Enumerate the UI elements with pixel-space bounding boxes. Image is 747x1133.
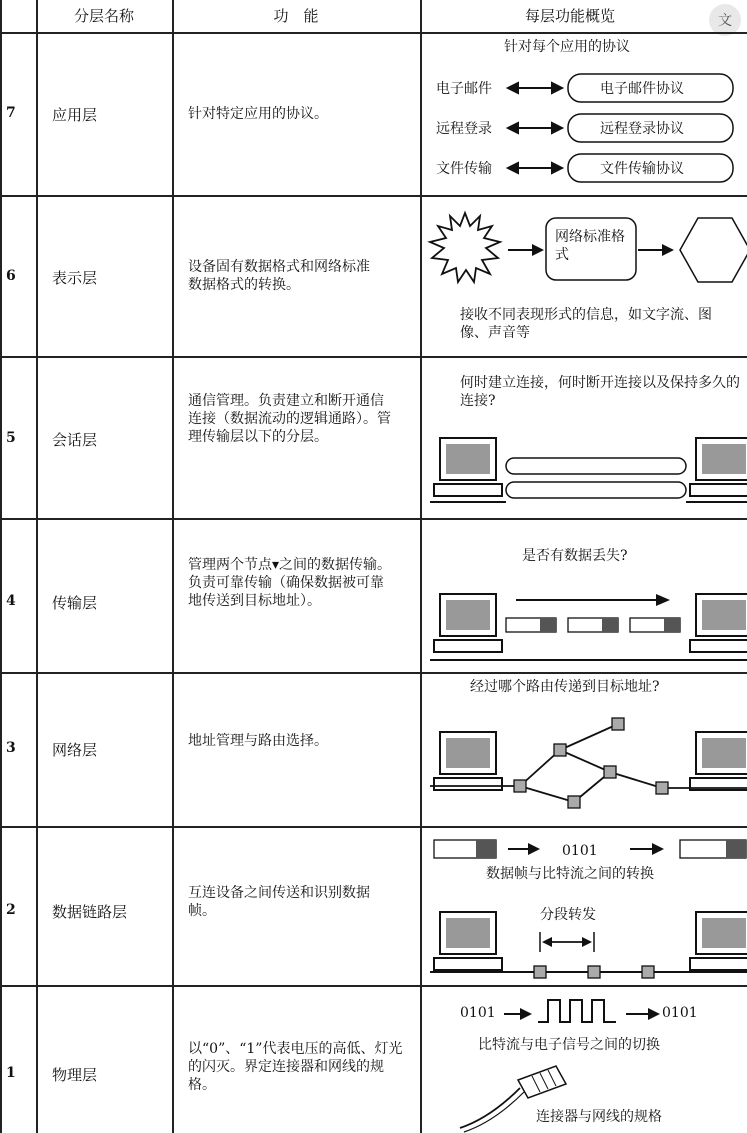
overview-caption-2: 连接器与网线的规格 xyxy=(536,1109,662,1125)
layer-name: 数据链路层 xyxy=(52,903,128,921)
protocol-label: 文件传输协议 xyxy=(600,161,684,177)
header-name: 分层名称 xyxy=(73,6,134,25)
app-label: 电子邮件 xyxy=(436,81,492,97)
layer-name: 物理层 xyxy=(52,1066,98,1084)
layer-name: 传输层 xyxy=(52,594,98,612)
row-divider xyxy=(0,32,747,34)
layer-number: 4 xyxy=(6,593,16,609)
routing-diagram xyxy=(420,710,747,826)
row-divider xyxy=(0,518,747,520)
layer-number: 7 xyxy=(6,105,16,121)
row-divider xyxy=(0,356,747,358)
signal-diagram xyxy=(420,992,747,1032)
app-label: 文件传输 xyxy=(436,161,492,177)
layer-number: 1 xyxy=(6,1065,16,1081)
protocol-label: 电子邮件协议 xyxy=(600,81,684,97)
layer-name: 网络层 xyxy=(52,741,98,759)
layer-name: 会话层 xyxy=(52,431,98,449)
layer-function: 地址管理与路由选择。 xyxy=(188,733,328,749)
col-divider xyxy=(172,0,174,1133)
switching-diagram xyxy=(420,900,747,985)
layer-function: 以“0”、“1”代表电压的高低、灯光的闪灭。界定连接器和网线的规格。 xyxy=(188,1041,403,1093)
computer-icon xyxy=(430,438,506,502)
col-divider xyxy=(36,0,38,1133)
app-label: 远程登录 xyxy=(436,121,492,137)
layer-number: 5 xyxy=(6,430,16,446)
bits-label: 0101 xyxy=(562,843,598,859)
overview-caption: 接收不同表现形式的信息，如文字流、图像、声音等 xyxy=(460,307,712,341)
row-divider xyxy=(0,985,747,987)
layer-name: 表示层 xyxy=(52,269,98,287)
overview-caption: 经过哪个路由传递到目标地址? xyxy=(470,679,660,695)
layer-function: 通信管理。负责建立和断开通信连接（数据流动的逻辑通路）。管理传输层以下的分层。 xyxy=(188,393,391,445)
session-diagram xyxy=(420,420,747,518)
bits-label: 0101 xyxy=(460,1005,496,1021)
layer-number: 2 xyxy=(6,902,16,918)
bits-label: 0101 xyxy=(662,1005,698,1021)
row-divider xyxy=(0,195,747,197)
protocol-diagram xyxy=(420,60,747,195)
overview-caption: 何时建立连接，何时断开连接以及保持多久的连接? xyxy=(460,375,740,409)
layer-function: 管理两个节点▾之间的数据传输。负责可靠传输（确保数据被可靠地传送到目标地址）。 xyxy=(188,557,392,609)
row-divider xyxy=(0,672,747,674)
overview-caption: 数据帧与比特流之间的转换 xyxy=(486,866,654,882)
overview-caption: 是否有数据丢失? xyxy=(522,548,628,564)
overview-caption: 比特流与电子信号之间的切换 xyxy=(478,1037,660,1053)
standard-format-box: 网络标准格式 xyxy=(555,229,625,263)
layer-number: 6 xyxy=(6,268,16,284)
protocol-label: 远程登录协议 xyxy=(600,121,684,137)
translate-button[interactable]: 文 xyxy=(709,4,741,36)
table-border-left xyxy=(0,0,2,1133)
overview-title: 针对每个应用的协议 xyxy=(504,39,630,55)
computer-icon xyxy=(686,438,747,502)
layer-function: 设备固有数据格式和网络标准数据格式的转换。 xyxy=(188,259,370,293)
layer-function: 针对特定应用的协议。 xyxy=(188,106,328,122)
layer-function: 互连设备之间传送和识别数据帧。 xyxy=(188,885,370,919)
transport-diagram xyxy=(420,580,747,672)
header-overview: 每层功能概览 xyxy=(524,6,615,25)
row-divider xyxy=(0,826,747,828)
layer-name: 应用层 xyxy=(52,106,98,124)
overview-subcaption: 分段转发 xyxy=(540,907,596,923)
header-func: 功 能 xyxy=(273,6,319,25)
layer-number: 3 xyxy=(6,740,16,756)
